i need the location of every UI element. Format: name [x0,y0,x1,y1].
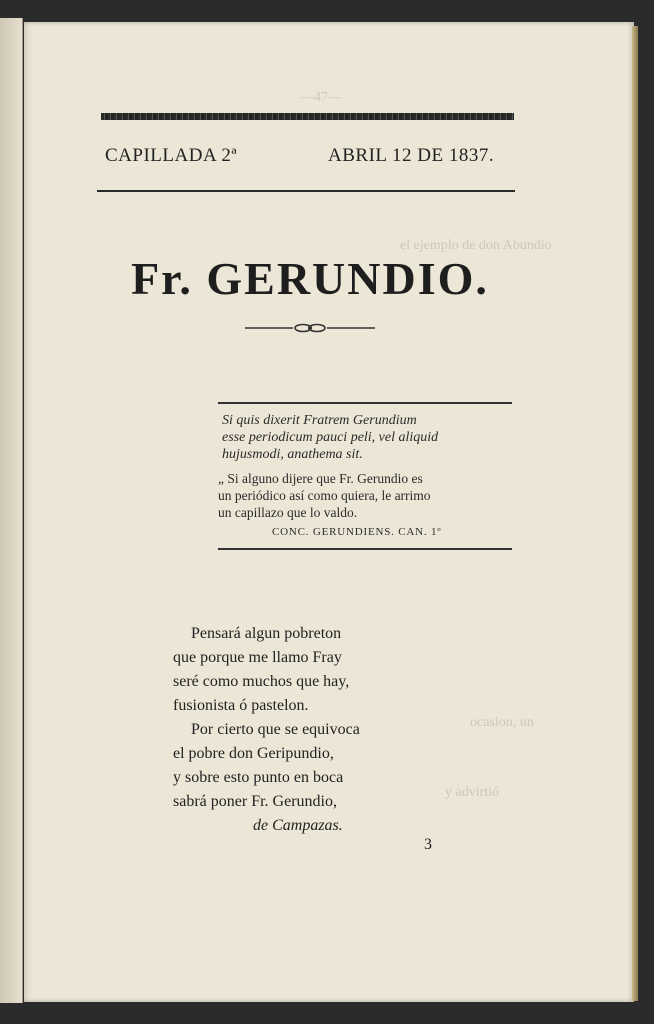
poem-line: y sobre esto punto en boca [173,769,344,786]
page-gilt-edge [632,26,638,1001]
poem-line: seré como muchos que hay, [173,673,350,690]
bleed-through-text: —47— [300,90,342,105]
bleed-through-text: ocasion, un [470,715,534,730]
poem [173,622,433,838]
ornament-flourish-icon [245,318,375,338]
latin-line: Si quis dixerit Fratrem Gerundium [222,413,417,428]
header-divider [97,190,515,192]
masthead-title: Fr. GERUNDIO. [131,253,489,304]
poem-line: sabrá poner Fr. Gerundio, [173,793,337,810]
epigraph-bottom-rule [218,548,512,550]
latin-line: esse periodicum pauci peli, vel aliquid [222,430,439,445]
poem-line: Pensará algun pobreton [191,625,342,642]
epigraph-latin [222,412,522,463]
latin-line: hujusmodi, anathema sit. [222,447,363,462]
facing-page-edge [0,18,23,1003]
poem-line: fusionista ó pastelon. [173,697,309,714]
poem-line: Por cierto que se equivoca [191,721,360,738]
epigraph-source: CONC. GERUNDIENS. CAN. 1º [272,526,442,538]
poem-signature: de Campazas. [253,817,343,834]
epigraph-top-rule [218,402,512,404]
spanish-line: „ Si alguno dijere que Fr. Gerundio es [218,471,423,486]
epigraph-spanish [218,470,518,521]
spanish-line: un capillazo que lo valdo. [218,505,358,520]
page-number: 3 [424,836,432,853]
bleed-through-text: y advirtió [445,785,500,800]
spanish-line: un periódico así como quiera, le arrimo [218,488,431,503]
issue-number: CAPILLADA 2ª [105,145,238,166]
poem-line: que porque me llamo Fray [173,649,342,666]
poem-line: el pobre don Geripundio, [173,745,334,762]
top-decorative-rule [101,113,514,120]
issue-date: ABRIL 12 DE 1837. [328,145,495,166]
bleed-through-text: el ejemplo de don Abundio [400,238,552,253]
